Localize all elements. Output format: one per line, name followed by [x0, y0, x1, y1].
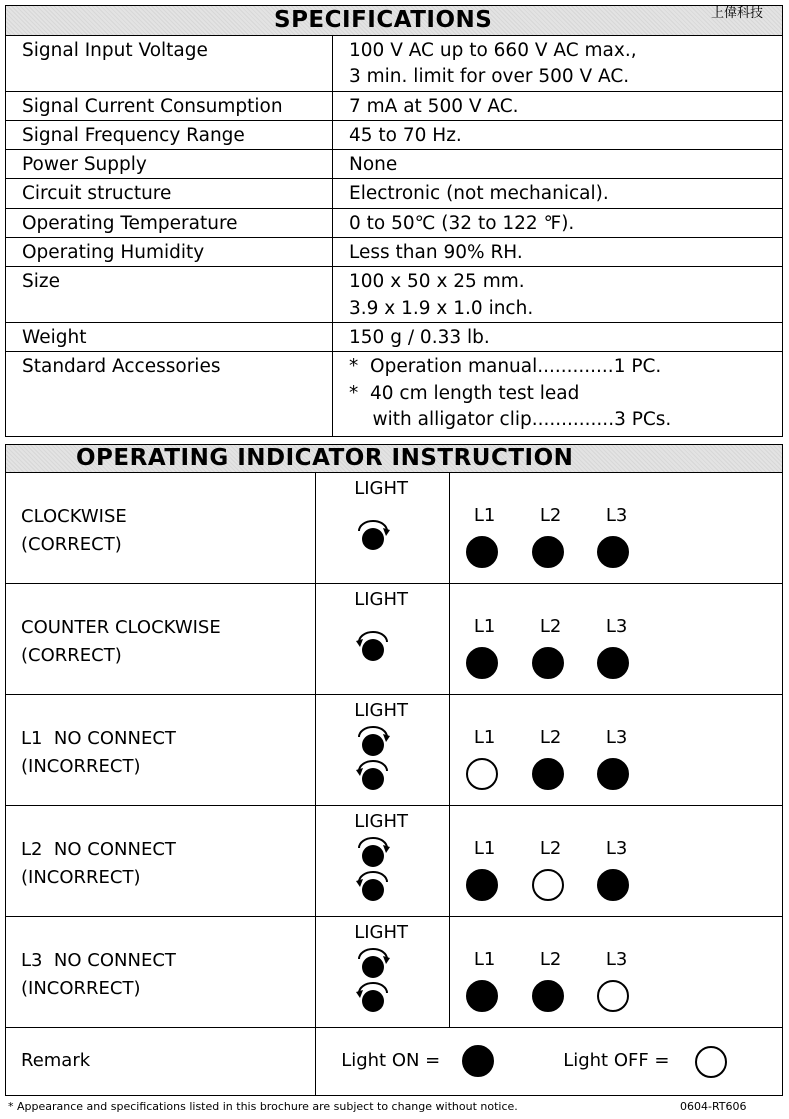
rotation-indicator [353, 868, 393, 907]
rotation-light-cell [316, 584, 450, 695]
rotation-light-cell [316, 917, 450, 1028]
phase-state-cell [6, 917, 316, 1028]
rotation-indicator [353, 517, 393, 556]
indicator-row [6, 695, 783, 806]
phase-lamps-cell [449, 473, 782, 584]
phase-label: L2 [539, 949, 562, 970]
lamp-on [532, 758, 564, 790]
phase-label: L2 [539, 505, 562, 526]
lamp-on [532, 536, 564, 568]
spec-row [6, 322, 783, 351]
light-off-label: Light OFF = [563, 1050, 670, 1071]
lamp-on [466, 536, 498, 568]
phase-label: L3 [605, 727, 628, 748]
phase-state-cell [6, 695, 316, 806]
counter-clockwise-rotation-icon [353, 868, 393, 902]
phase-label: L1 [473, 727, 496, 748]
rotation-light-cell [316, 806, 450, 917]
clockwise-rotation-icon [353, 834, 393, 868]
spec-row [6, 120, 783, 149]
spec-row [6, 91, 783, 120]
spec-label: Signal Frequency Range [6, 120, 333, 149]
spec-value: 7 mA at 500 V AC. [333, 91, 783, 120]
spec-row [6, 36, 783, 92]
phase-label: L3 [605, 616, 628, 637]
remark-cell [6, 1028, 316, 1096]
lamp-off [466, 758, 498, 790]
phase-label: L3 [605, 949, 628, 970]
phase-label: L2 [539, 727, 562, 748]
rotation-light-cell [316, 695, 450, 806]
specifications-table [5, 35, 783, 437]
phase-label: L1 [473, 505, 496, 526]
spec-row [6, 352, 783, 437]
spec-value: * Operation manual.............1 PC. * 40 cm length test lead with alligator clip..............3 PCs. [333, 352, 783, 437]
indicator-table [5, 472, 783, 1096]
counter-clockwise-rotation-icon [353, 979, 393, 1013]
phase-state-label: L1 NO CONNECT (INCORRECT) [21, 728, 176, 777]
rotation-light-cell [316, 473, 450, 584]
spec-value: 100 V AC up to 660 V AC max., 3 min. limit for over 500 V AC. [333, 36, 783, 92]
phase-label: L1 [473, 616, 496, 637]
brand-name: 上偉科技 [710, 6, 763, 21]
spec-row [6, 150, 783, 179]
phase-state-cell [6, 806, 316, 917]
lamp-off [597, 980, 629, 1012]
indicator-row [6, 806, 783, 917]
spec-label: Size [6, 267, 333, 323]
phase-lamps-cell [449, 584, 782, 695]
spec-label: Signal Input Voltage [6, 36, 333, 92]
lamp-on [597, 758, 629, 790]
spec-row [6, 179, 783, 208]
light-label: LIGHT [354, 589, 409, 610]
lamp-on [466, 869, 498, 901]
light-label: LIGHT [354, 478, 409, 499]
spec-value: 100 x 50 x 25 mm. 3.9 x 1.9 x 1.0 inch. [333, 267, 783, 323]
document-code: 0604-RT606 [680, 1100, 747, 1113]
legend-lamp-off [695, 1046, 727, 1078]
light-on-label: Light ON = [341, 1050, 441, 1071]
phase-label: L2 [539, 616, 562, 637]
indicator-title: OPERATING INDICATOR INSTRUCTION [76, 445, 574, 471]
clockwise-rotation-icon [353, 945, 393, 979]
spec-label: Power Supply [6, 150, 333, 179]
phase-label: L1 [473, 949, 496, 970]
spec-label: Circuit structure [6, 179, 333, 208]
disclaimer-note: * Appearance and specifications listed in this brochure are subject to change without notice. [8, 1100, 518, 1113]
spec-label: Signal Current Consumption [6, 91, 333, 120]
phase-lamps-cell [449, 917, 782, 1028]
indicator-row [6, 584, 783, 695]
lamp-on [597, 869, 629, 901]
phase-label: L1 [473, 838, 496, 859]
light-label: LIGHT [354, 700, 409, 721]
counter-clockwise-rotation-icon [353, 628, 393, 662]
lamp-on [532, 980, 564, 1012]
phase-state-label: CLOCKWISE (CORRECT) [21, 506, 127, 555]
lamp-on [597, 536, 629, 568]
indicator-header [5, 444, 783, 473]
specifications-header [5, 5, 783, 36]
remark-legend-cell [316, 1028, 783, 1096]
phase-lamps-cell [449, 806, 782, 917]
spec-value: Less than 90% RH. [333, 238, 783, 267]
clockwise-rotation-icon [353, 723, 393, 757]
phase-label: L3 [605, 838, 628, 859]
spec-label: Operating Humidity [6, 238, 333, 267]
spec-row [6, 267, 783, 323]
phase-lamps-cell [449, 695, 782, 806]
indicator-row [6, 473, 783, 584]
rotation-indicator [353, 628, 393, 667]
spec-row [6, 238, 783, 267]
spec-label: Standard Accessories [6, 352, 333, 437]
light-label: LIGHT [354, 922, 409, 943]
lamp-off [532, 869, 564, 901]
phase-state-label: COUNTER CLOCKWISE (CORRECT) [21, 617, 221, 666]
specifications-title: SPECIFICATIONS [274, 7, 493, 33]
spec-row [6, 208, 783, 237]
lamp-on [466, 647, 498, 679]
spec-value: Electronic (not mechanical). [333, 179, 783, 208]
phase-label: L3 [605, 505, 628, 526]
clockwise-rotation-icon [353, 517, 393, 551]
spec-value: 0 to 50℃ (32 to 122 ℉). [333, 208, 783, 237]
phase-state-label: L2 NO CONNECT (INCORRECT) [21, 839, 176, 888]
spec-label: Weight [6, 322, 333, 351]
phase-state-label: L3 NO CONNECT (INCORRECT) [21, 950, 176, 999]
lamp-on [532, 647, 564, 679]
lamp-on [597, 647, 629, 679]
lamp-on [466, 980, 498, 1012]
remark-row [6, 1028, 783, 1096]
counter-clockwise-rotation-icon [353, 757, 393, 791]
indicator-row [6, 917, 783, 1028]
rotation-indicator [353, 979, 393, 1018]
rotation-indicator [353, 757, 393, 796]
spec-label: Operating Temperature [6, 208, 333, 237]
phase-state-cell [6, 473, 316, 584]
remark-label: Remark [21, 1050, 91, 1071]
legend-lamp-on [462, 1045, 494, 1077]
spec-value: 150 g / 0.33 lb. [333, 322, 783, 351]
light-label: LIGHT [354, 811, 409, 832]
phase-label: L2 [539, 838, 562, 859]
phase-state-cell [6, 584, 316, 695]
spec-value: 45 to 70 Hz. [333, 120, 783, 149]
spec-value: None [333, 150, 783, 179]
